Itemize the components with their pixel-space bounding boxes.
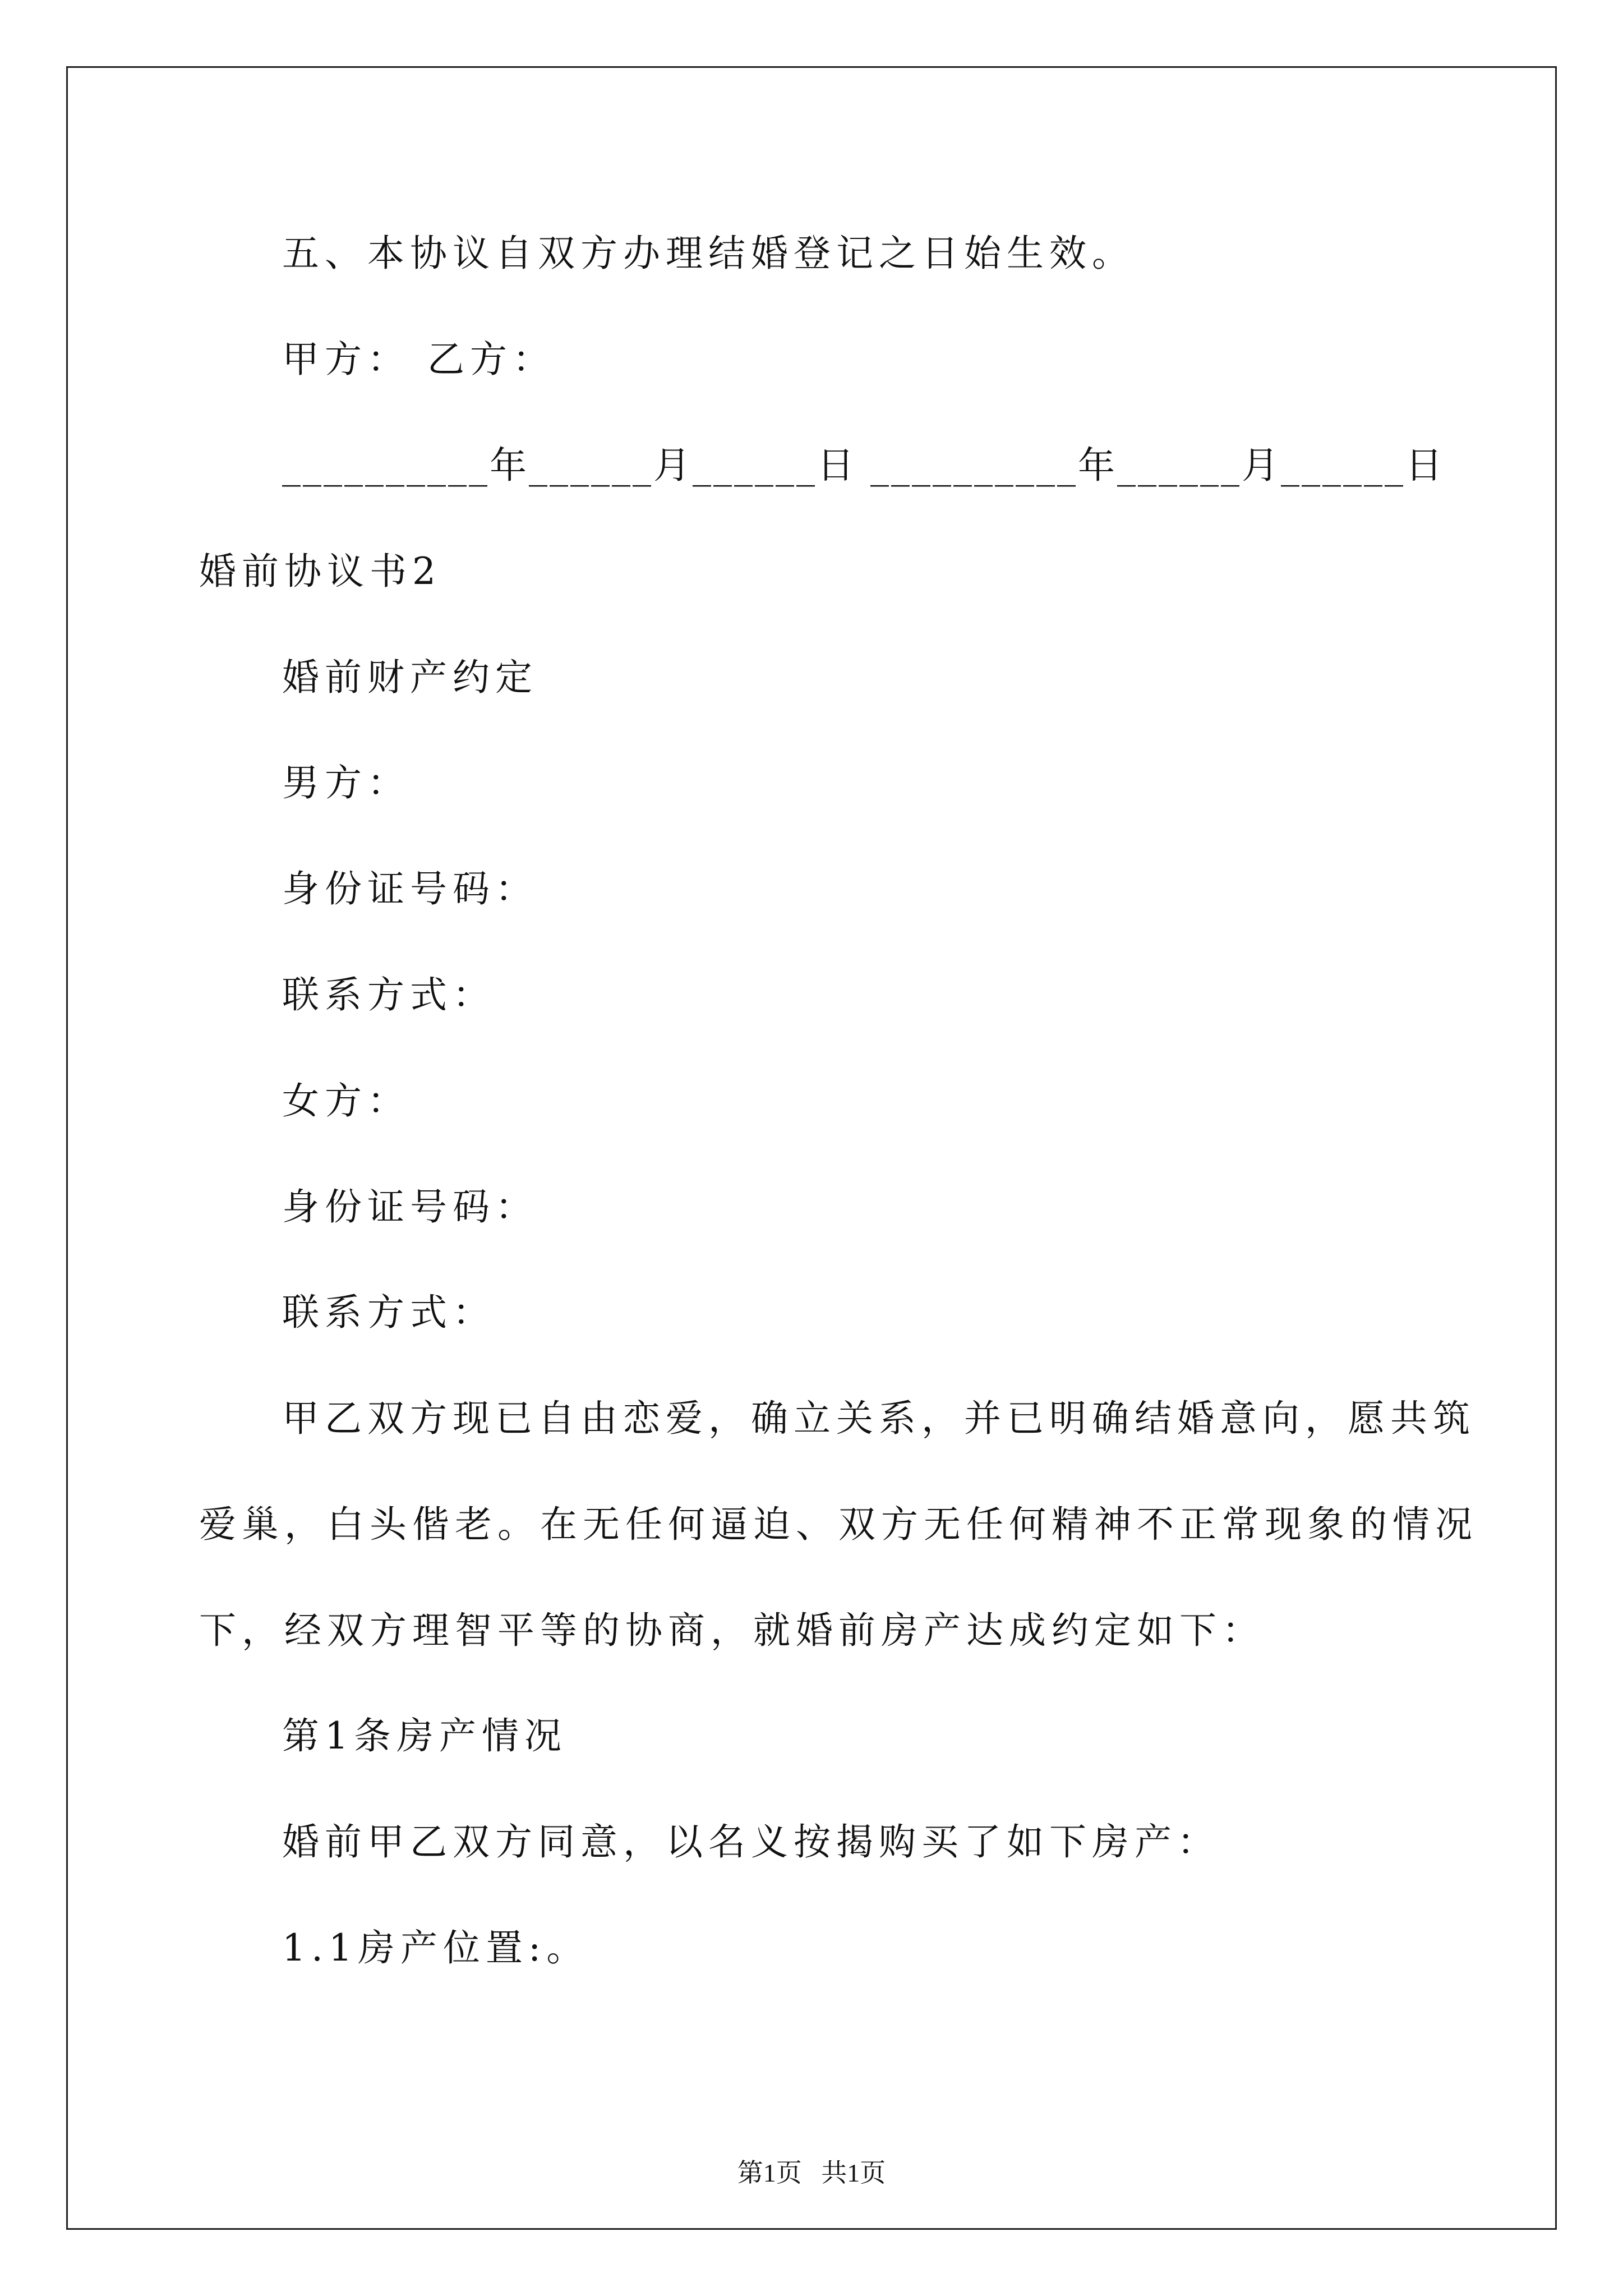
page-number-footer: 第1页 共1页 [737,2159,886,2187]
male-id-label: 身份证号码： [282,867,538,910]
property-location: 1.1房产位置:。 [282,1926,589,1970]
male-party-label: 男方： [282,761,410,804]
section-heading: 婚前协议书2 [199,550,441,593]
preamble-line-3: 下，经双方理智平等的协商，就婚前房产达成约定如下： [199,1609,1265,1652]
female-contact-label: 联系方式： [282,1291,495,1334]
female-id-label: 身份证号码： [282,1185,538,1228]
signature-parties: 甲方： 乙方： [282,338,555,381]
article-1-body: 婚前甲乙双方同意，以名义按揭购买了如下房产： [282,1820,1220,1864]
male-contact-label: 联系方式： [282,973,495,1016]
preamble-line-2: 爱巢，白头偕老。在无任何逼迫、双方无任何精神不正常现象的情况 [199,1503,1478,1546]
female-party-label: 女方： [282,1079,410,1122]
article-1-heading: 第1条房产情况 [282,1714,567,1757]
page-border [66,66,1557,2230]
clause-effective-date: 五、本协议自双方办理结婚登记之日始生效。 [282,232,1135,275]
preamble-line-1: 甲乙双方现已自由恋爱，确立关系，并已明确结婚意向，愿共筑 [282,1397,1476,1440]
signature-dates: __________年______月______日 __________年______月______日 [282,444,1445,487]
subsection-title: 婚前财产约定 [282,656,538,699]
